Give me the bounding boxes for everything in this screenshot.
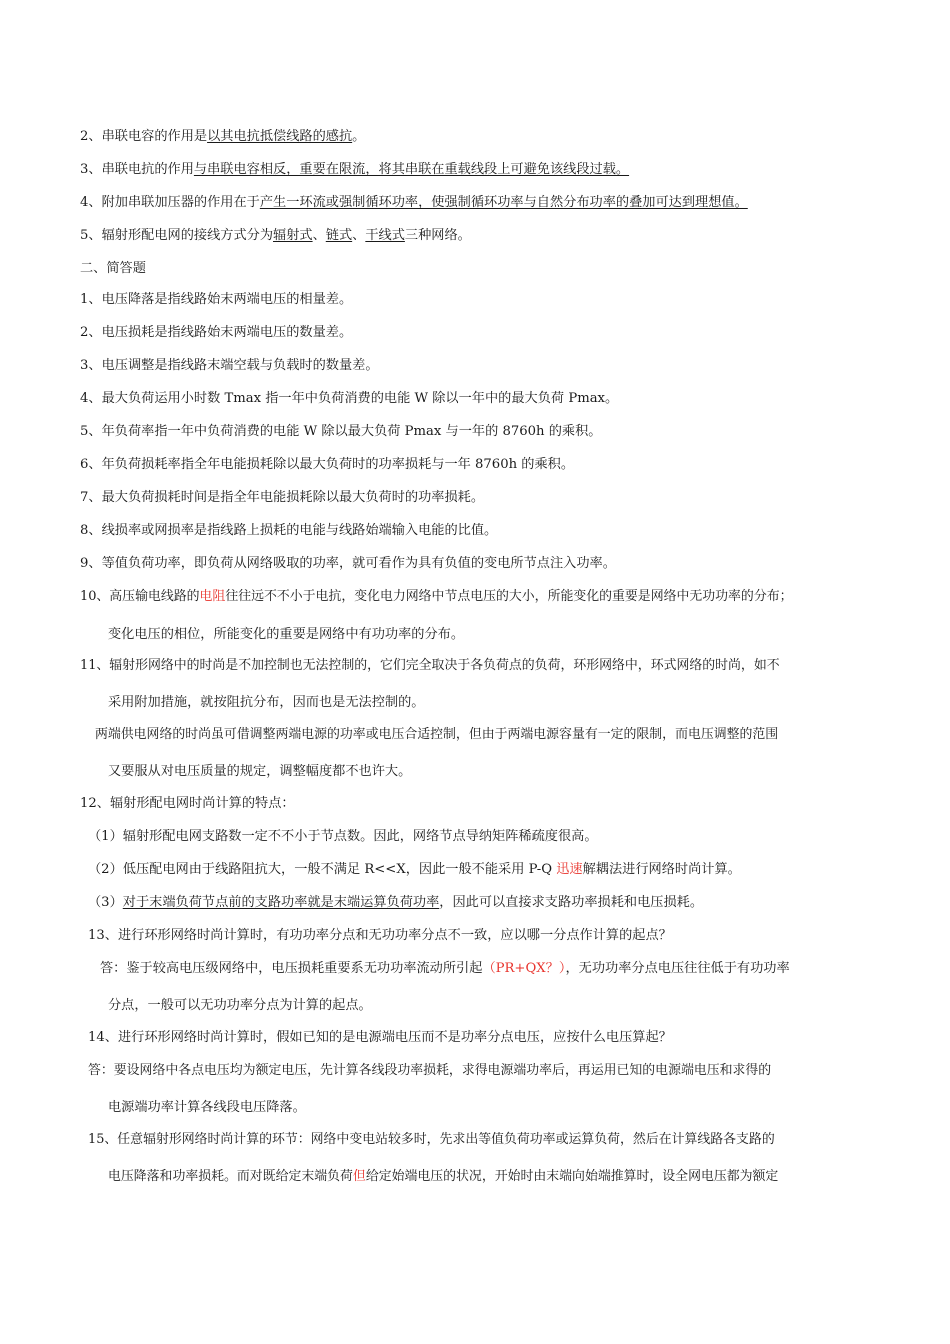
section-heading: 二、简答题 — [80, 261, 146, 276]
text: （3） — [88, 895, 123, 910]
answer-10 — [80, 588, 793, 606]
text: （2）低压配电网由于线路阻抗大，一般不满足 R<<X，因此一般不能采用 P-Q — [88, 862, 557, 877]
answer-1: 1、电压降落是指线路始末两端电压的相量差。 — [80, 292, 353, 307]
highlighted-text: 电阻 — [199, 589, 226, 604]
answer-14: 答：要设网络中各点电压均为额定电压，先计算各线段功率损耗，求得电源端功率后，再运用已知的电源端电压和求得的 — [88, 1063, 772, 1078]
text: 2、串联电容的作用是 — [80, 129, 208, 144]
text: 答：鉴于较高电压级网络中，电压损耗重要系无功功率流动所引起 — [100, 961, 483, 976]
underlined-answer: 以其电抗抵偿线路的感抗 — [207, 129, 353, 144]
underlined-answer: 辐射式 — [273, 228, 313, 243]
underlined-answer: 产生一环流或强制循环功率，使强制循环功率与自然分布功率的叠加可达到理想值。 — [259, 195, 748, 210]
answer-12-item-1: （1）辐射形配电网支路数一定不不小于节点数。因此，网络节点导纳矩阵稀疏度很高。 — [88, 829, 598, 844]
answer-12-item-3 — [88, 894, 703, 912]
fill-item-3 — [80, 161, 629, 179]
text: 。 — [352, 129, 366, 144]
text: 往往远不不小于电抗，变化电力网络中节点电压的大小，所能变化的重要是网络中无功功率的分布； — [225, 589, 793, 604]
text: 解耦法进行网络时尚计算。 — [582, 862, 741, 877]
text: ，因此可以直接求支路功率损耗和电压损耗。 — [439, 895, 704, 910]
answer-15-cont — [108, 1168, 778, 1186]
text: ，无功功率分点电压往往低于有功功率 — [565, 961, 790, 976]
text: 10、高压输电线路的 — [80, 589, 200, 604]
text: 、 — [352, 228, 366, 243]
text: 5、辐射形配电网的接线方式分为 — [80, 228, 274, 243]
answer-8: 8、线损率或网损率是指线路上损耗的电能与线路始端输入电能的比值。 — [80, 523, 498, 538]
answer-12-item-2 — [88, 861, 741, 879]
text: 、 — [312, 228, 326, 243]
highlighted-text: （PR+QX？） — [482, 961, 566, 976]
answer-7: 7、最大负荷损耗时间是指全年电能损耗除以最大负荷时的功率损耗。 — [80, 490, 485, 505]
answer-13-cont: 分点，一般可以无功功率分点为计算的起点。 — [108, 998, 372, 1013]
answer-14-cont: 电源端功率计算各线段电压降落。 — [108, 1100, 306, 1115]
highlighted-text: 迅速 — [556, 862, 583, 877]
answer-9: 9、等值负荷功率，即负荷从网络吸取的功率，就可看作为具有负值的变电所节点注入功率。 — [80, 556, 616, 571]
answer-11-para2-cont: 又要服从对电压质量的规定，调整幅度都不也许大。 — [108, 764, 412, 779]
answer-2: 2、电压损耗是指线路始末两端电压的数量差。 — [80, 325, 353, 340]
answer-15: 15、任意辐射形网络时尚计算的环节：网络中变电站较多时，先求出等值负荷功率或运算负荷，然后在计算线路各支路的 — [88, 1132, 775, 1147]
underlined-answer: 干线式 — [365, 228, 405, 243]
answer-11-para2: 两端供电网络的时尚虽可借调整两端电源的功率或电压合适控制，但由于两端电源容量有一定的限制，而电压调整的范围 — [95, 727, 779, 742]
text: 电压降落和功率损耗。而对既给定末端负荷 — [108, 1169, 353, 1184]
answer-11-cont: 采用附加措施，就按阻抗分布，因而也是无法控制的。 — [108, 695, 425, 710]
underlined-answer: 链式 — [325, 228, 353, 243]
question-14: 14、进行环形网络时尚计算时，假如已知的是电源端电压而不是功率分点电压，应按什么电压算起？ — [88, 1030, 672, 1045]
answer-11: 11、辐射形网络中的时尚是不加控制也无法控制的，它们完全取决于各负荷点的负荷，环形网络中，环式网络的时尚，如不 — [80, 658, 780, 673]
text: 三种网络。 — [404, 228, 471, 243]
underlined-text: 对于末端负荷节点前的支路功率就是末端运算负荷功率 — [122, 895, 440, 910]
fill-item-2 — [80, 128, 365, 146]
highlighted-text: 但 — [352, 1169, 366, 1184]
answer-12-title: 12、辐射形配电网时尚计算的特点： — [80, 796, 295, 811]
text: 给定始端电压的状况，开始时由末端向始端推算时，设全网电压都为额定 — [365, 1169, 779, 1184]
answer-4: 4、最大负荷运用小时数 Tmax 指一年中负荷消费的电能 W 除以一年中的最大负荷 Pmax。 — [80, 391, 619, 406]
answer-10-cont: 变化电压的相位，所能变化的重要是网络中有功功率的分布。 — [108, 627, 465, 642]
answer-6: 6、年负荷损耗率指全年电能损耗除以最大负荷时的功率损耗与一年 8760h 的乘积。 — [80, 457, 575, 472]
text: 3、串联电抗的作用 — [80, 162, 194, 177]
text: 4、附加串联加压器的作用在于 — [80, 195, 260, 210]
answer-13 — [100, 960, 790, 978]
question-13: 13、进行环形网络时尚计算时，有功功率分点和无功功率分点不一致，应以哪一分点作计算的起点？ — [88, 928, 672, 943]
underlined-answer: 与串联电容相反，重要在限流，将其串联在重载线段上可避免该线段过载。 — [193, 162, 630, 177]
fill-item-4 — [80, 194, 748, 212]
answer-5: 5、年负荷率指一年中负荷消费的电能 W 除以最大负荷 Pmax 与一年的 8760h 的乘积。 — [80, 424, 602, 439]
answer-3: 3、电压调整是指线路末端空载与负载时的数量差。 — [80, 358, 379, 373]
fill-item-5 — [80, 227, 471, 245]
